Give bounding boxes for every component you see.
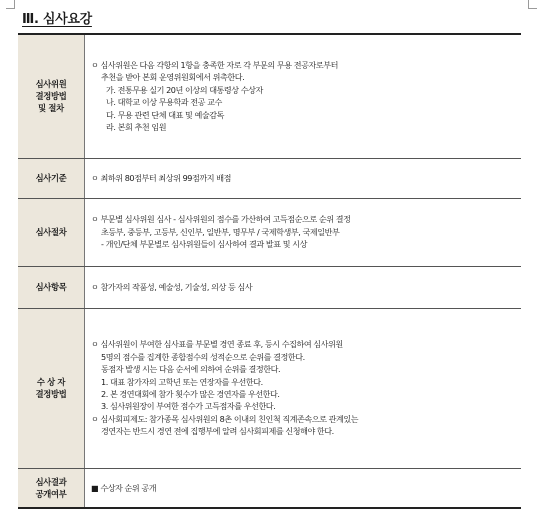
- body-line: 가. 전통무용 실기 20년 이상의 대통령상 수상자: [106, 84, 263, 95]
- body-line: 라. 본회 추천 임원: [106, 122, 167, 133]
- page-corner-mark-left: [6, 0, 15, 9]
- row-header-line: 심사절차: [35, 227, 67, 237]
- body-line: 경연자는 반드시 경연 전에 집행부에 알려 심사회피제를 신청해야 한다.: [101, 426, 334, 437]
- row-header-line: 결정방법: [35, 389, 67, 399]
- body-line: 5명의 점수를 집계한 종합점수의 성적순으로 순위를 결정한다.: [101, 351, 305, 362]
- table-row-judges: [18, 34, 521, 158]
- body-line: ㅇ 최하위 80점부터 최상위 99점까지 배점: [91, 172, 231, 183]
- row-body-criteria: [85, 158, 522, 198]
- body-line: ㅇ 부문별 심사위원 심사 - 심사위원의 점수를 가산하여 고득점순으로 순위 결정: [91, 214, 351, 225]
- review-guidelines-table: [18, 33, 521, 509]
- body-line: ㅇ 심사위원이 부여한 심사표를 부문별 경연 종료 후, 등시 수집하여 심사위원: [91, 339, 343, 350]
- body-line: - 개인/단체 부문별로 심사위원들이 심사하여 결과 발표 및 시상: [101, 239, 307, 250]
- body-line: ㅇ 참가자의 작품성, 예술성, 기술성, 의상 등 심사: [91, 281, 253, 292]
- body-line: 다. 무용 관련 단체 대표 및 예술감독: [106, 109, 225, 120]
- table-row-criteria: [18, 158, 521, 198]
- row-header-line: 수 상 자: [36, 377, 66, 387]
- row-header-line: 및 절차: [38, 103, 64, 114]
- body-line: ㅇ 심사위원은 다음 각항의 1항을 충족한 자로 각 부문의 무용 전공자로부터: [91, 60, 338, 71]
- row-header-line: 심사항목: [35, 282, 67, 292]
- section-title: Ⅲ. 심사요강: [22, 12, 92, 27]
- row-header-line: 공개여부: [35, 488, 67, 499]
- body-line: 동점자 발생 시는 다음 순서에 의하여 순위를 결정한다.: [101, 364, 281, 375]
- row-body-disclosure: [85, 468, 522, 508]
- body-line: 초등부, 중등부, 고등부, 신인부, 일반부, 명무부 / 국제학생부, 국제일반부: [101, 226, 340, 237]
- row-header-winners: [18, 308, 85, 468]
- body-line: 나. 대학교 이상 무용학과 전공 교수: [106, 97, 222, 108]
- body-line: 3. 심사위원장이 부여한 점수가 고득점자를 우선한다.: [101, 401, 276, 412]
- table-row-disclosure: [18, 468, 521, 508]
- row-body-judges: [85, 34, 522, 158]
- body-line: 1. 대표 참가자의 고학년 또는 연장자를 우선한다.: [101, 376, 263, 387]
- row-header-judges: [18, 34, 85, 158]
- body-line: 추천을 받아 본회 운영위원회에서 위촉한다.: [101, 72, 245, 83]
- body-line: ㅇ 심사회피제도: 참가종목 심사위원의 8촌 이내의 친인척 직계존속으로 관계있는: [91, 413, 359, 424]
- row-header-line: 결정방법: [35, 91, 67, 102]
- row-header-procedure: [18, 198, 85, 266]
- row-header-criteria: [18, 158, 85, 198]
- table-row-winners: [18, 308, 521, 468]
- page-corner-mark-right: [528, 0, 537, 9]
- row-body-winners: [85, 308, 522, 468]
- row-body-items: [85, 266, 522, 308]
- row-body-procedure: [85, 198, 522, 266]
- table-row-procedure: [18, 198, 521, 266]
- body-line: ■ 수상자 순위 공개: [91, 482, 157, 493]
- row-header-line: 심사결과: [35, 476, 67, 487]
- row-header-disclosure: [18, 468, 85, 508]
- body-line: 2. 본 경연대회에 참가 횟수가 많은 경연자를 우선한다.: [101, 389, 280, 399]
- row-header-line: 심사기준: [35, 173, 67, 183]
- table-row-items: [18, 266, 521, 308]
- row-header-items: [18, 266, 85, 308]
- row-header-line: 심사위원: [35, 79, 67, 90]
